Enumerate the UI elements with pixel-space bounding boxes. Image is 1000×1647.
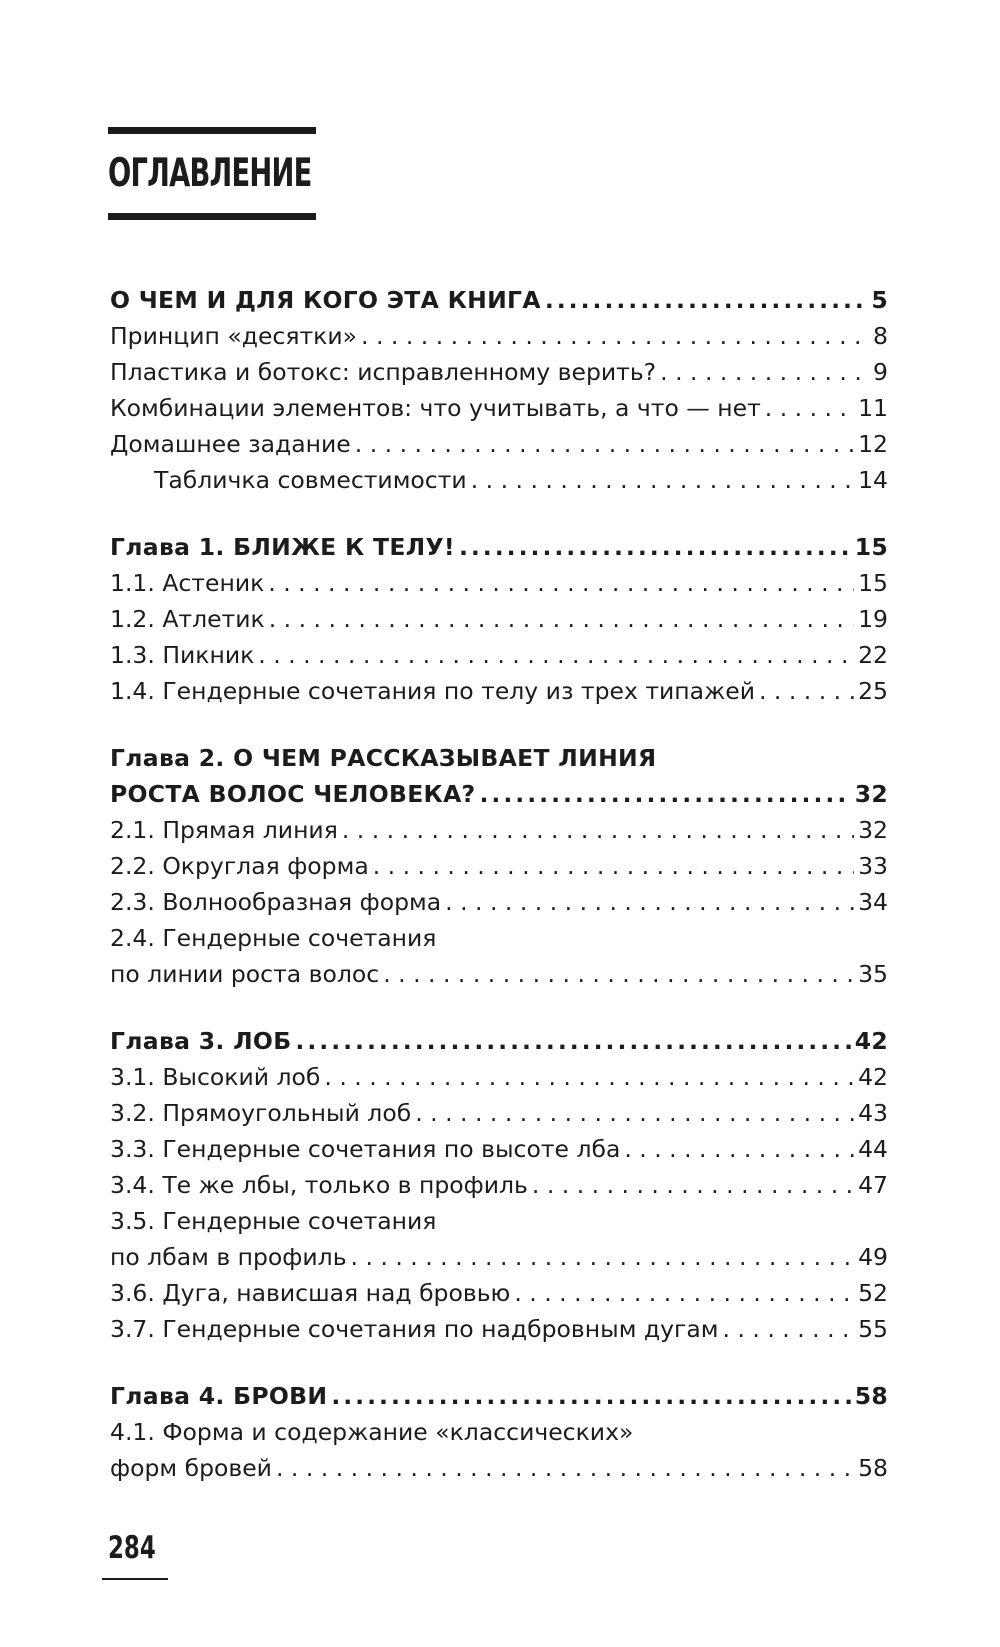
toc-item-label: по линии роста волос: [110, 960, 380, 988]
toc-page-number: 14: [858, 466, 888, 494]
toc-page-number: 15: [854, 533, 888, 561]
page-title: ОГЛАВЛЕНИЕ: [108, 151, 312, 196]
toc-item[interactable]: [110, 812, 888, 848]
dot-leader: [351, 1239, 855, 1275]
toc-section-title: Глава 2. О ЧЕМ РАССКАЗЫВАЕТ ЛИНИЯ: [110, 744, 657, 772]
toc-item-line-2[interactable]: [110, 1239, 888, 1275]
dot-leader: [361, 318, 869, 354]
toc-chapter-2-line-1[interactable]: [110, 740, 888, 776]
heading-top-rule: [108, 127, 316, 134]
toc-chapter-2-line-2[interactable]: [110, 776, 888, 812]
toc-section-title: РОСТА ВОЛОС ЧЕЛОВЕКА?: [110, 780, 476, 808]
dot-leader: [660, 354, 869, 390]
toc-item-label: 3.1. Высокий лоб: [110, 1063, 321, 1091]
toc-item[interactable]: [110, 1167, 888, 1203]
toc-subitem[interactable]: [110, 462, 888, 498]
heading-bottom-rule: [108, 213, 316, 220]
toc-page-number: 34: [858, 888, 888, 916]
toc-section-intro[interactable]: [110, 282, 888, 318]
dot-leader: [269, 601, 854, 637]
toc-item[interactable]: [110, 637, 888, 673]
toc-item[interactable]: [110, 1131, 888, 1167]
toc-item[interactable]: [110, 354, 888, 390]
toc-page-number: 9: [873, 358, 888, 386]
toc-item-line-1[interactable]: [110, 920, 888, 956]
toc-item-label: Принцип «десятки»: [110, 322, 358, 350]
toc-page-number: 49: [858, 1243, 888, 1271]
toc-item-label: форм бровей: [110, 1454, 272, 1482]
toc-page-number: 15: [858, 569, 888, 597]
toc-item[interactable]: [110, 426, 888, 462]
dot-leader: [765, 390, 854, 426]
toc-section-title: О ЧЕМ И ДЛЯ КОГО ЭТА КНИГА: [110, 286, 541, 314]
toc-item-label: 3.6. Дуга, нависшая над бровью: [110, 1279, 511, 1307]
toc-item-label: 3.4. Те же лбы, только в профиль: [110, 1171, 528, 1199]
toc-item[interactable]: [110, 884, 888, 920]
page-number: 284: [108, 1530, 156, 1566]
toc-page-number: 47: [858, 1171, 888, 1199]
dot-leader: [545, 282, 868, 318]
toc-page-number: 35: [858, 960, 888, 988]
toc-page-number: 52: [858, 1279, 888, 1307]
toc-item[interactable]: [110, 318, 888, 354]
toc-item-label: 1.3. Пикник: [110, 641, 255, 669]
toc-item-label: Комбинации элементов: что учитывать, а что — нет: [110, 394, 761, 422]
toc-item-label: 3.2. Прямоугольный лоб: [110, 1099, 412, 1127]
toc-item-label: 4.1. Форма и содержание «классических»: [110, 1418, 634, 1446]
toc-item-label: 1.2. Атлетик: [110, 605, 265, 633]
dot-leader: [759, 673, 854, 709]
toc-page-number: 8: [873, 322, 888, 350]
dot-leader: [276, 1450, 854, 1486]
toc-item-line-2[interactable]: [110, 956, 888, 992]
dot-leader: [373, 848, 854, 884]
toc-page-number: 43: [858, 1099, 888, 1127]
dot-leader: [355, 426, 854, 462]
toc-page-number: 5: [871, 286, 888, 314]
dot-leader: [342, 812, 854, 848]
dot-leader: [258, 637, 854, 673]
toc-item[interactable]: [110, 1311, 888, 1347]
dot-leader: [295, 1023, 850, 1059]
dot-leader: [324, 1059, 854, 1095]
dot-leader: [415, 1095, 854, 1131]
table-of-contents: [110, 282, 888, 1486]
toc-item-label: 1.1. Астеник: [110, 569, 265, 597]
toc-item[interactable]: [110, 848, 888, 884]
toc-chapter-3[interactable]: [110, 1023, 888, 1059]
toc-section-title: Глава 4. БРОВИ: [110, 1382, 328, 1410]
toc-chapter-4[interactable]: [110, 1378, 888, 1414]
toc-item[interactable]: [110, 601, 888, 637]
toc-page-number: 42: [854, 1027, 888, 1055]
dot-leader: [459, 529, 851, 565]
toc-item-label: по лбам в профиль: [110, 1243, 347, 1271]
toc-section-title: Глава 3. ЛОБ: [110, 1027, 292, 1055]
dot-leader: [624, 1131, 854, 1167]
dot-leader: [532, 1167, 854, 1203]
toc-item[interactable]: [110, 673, 888, 709]
toc-item-label: Пластика и ботокс: исправленному верить?: [110, 358, 657, 386]
toc-page-number: 42: [858, 1063, 888, 1091]
toc-page-number: 11: [858, 394, 888, 422]
toc-chapter-1[interactable]: [110, 529, 888, 565]
toc-item[interactable]: [110, 1275, 888, 1311]
dot-leader: [383, 956, 854, 992]
dot-leader: [331, 1378, 850, 1414]
toc-item-label: 2.4. Гендерные сочетания: [110, 924, 437, 952]
toc-item-label: 3.7. Гендерные сочетания по надбровным дугам: [110, 1315, 719, 1343]
toc-item-label: 2.1. Прямая линия: [110, 816, 338, 844]
dot-leader: [445, 884, 854, 920]
toc-page-number: 58: [858, 1454, 888, 1482]
page-number-underline: [102, 1578, 168, 1580]
dot-leader: [514, 1275, 854, 1311]
dot-leader: [471, 462, 854, 498]
toc-page-number: 19: [858, 605, 888, 633]
toc-item[interactable]: [110, 390, 888, 426]
toc-page-number: 25: [858, 677, 888, 705]
toc-item-label: Табличка совместимости: [154, 466, 467, 494]
toc-heading-block: [108, 127, 316, 220]
dot-leader: [723, 1311, 855, 1347]
toc-item[interactable]: [110, 565, 888, 601]
toc-item[interactable]: [110, 1095, 888, 1131]
toc-page-number: 32: [854, 780, 888, 808]
toc-item-line-1[interactable]: [110, 1414, 888, 1450]
toc-page-number: 12: [858, 430, 888, 458]
toc-page-number: 33: [858, 852, 888, 880]
toc-item-label: 1.4. Гендерные сочетания по телу из трех типажей: [110, 677, 755, 705]
toc-item-line-2[interactable]: [110, 1450, 888, 1486]
dot-leader: [268, 565, 854, 601]
toc-section-title: Глава 1. БЛИЖЕ К ТЕЛУ!: [110, 533, 455, 561]
toc-item-label: 3.3. Гендерные сочетания по высоте лба: [110, 1135, 621, 1163]
dot-leader: [480, 776, 851, 812]
toc-page-number: 58: [854, 1382, 888, 1410]
toc-item-label: Домашнее задание: [110, 430, 351, 458]
toc-item-label: 2.3. Волнообразная форма: [110, 888, 442, 916]
toc-item-label: 3.5. Гендерные сочетания: [110, 1207, 437, 1235]
toc-item-line-1[interactable]: [110, 1203, 888, 1239]
toc-page-number: 32: [858, 816, 888, 844]
toc-item-label: 2.2. Округлая форма: [110, 852, 369, 880]
toc-page-number: 22: [858, 641, 888, 669]
toc-page-number: 44: [858, 1135, 888, 1163]
toc-item[interactable]: [110, 1059, 888, 1095]
toc-page-number: 55: [858, 1315, 888, 1343]
